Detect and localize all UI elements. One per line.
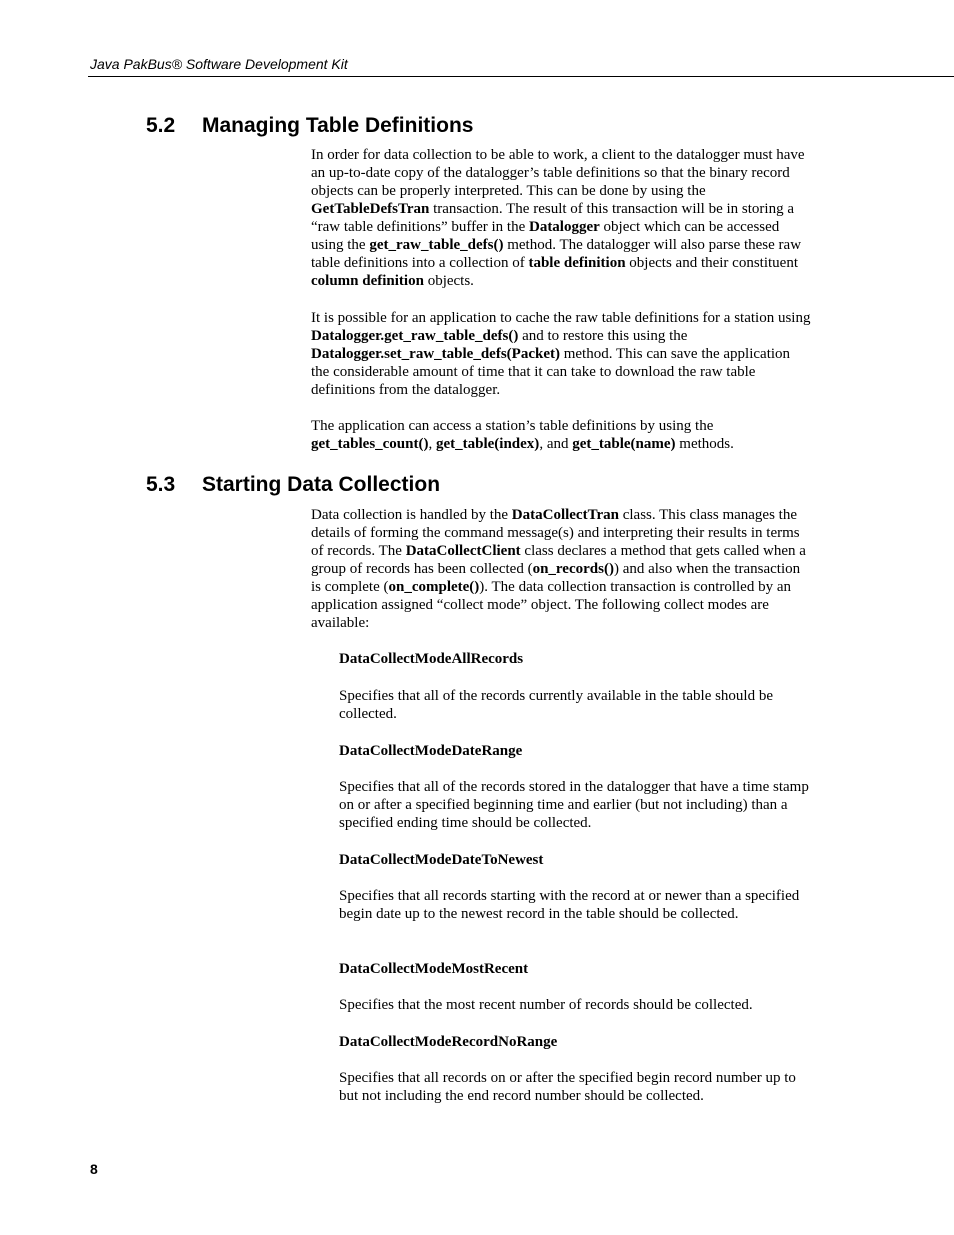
mode-description: Specifies that all records starting with the record at or newer than a specified begin date up to the newest record in the table should be collected. (339, 888, 800, 922)
code-term: on_records() (532, 561, 614, 577)
code-term: column definition (311, 273, 424, 289)
section-heading-5-2 (146, 113, 473, 139)
code-term: table definition (528, 255, 626, 271)
mode-name: DataCollectModeDateRange (339, 743, 523, 759)
section-5-2-body-2 (311, 309, 811, 399)
header-rule (88, 76, 954, 77)
code-term: Datalogger.get_raw_table_defs() (311, 328, 519, 344)
code-term: Datalogger.set_raw_table_defs(Packet) (311, 346, 560, 362)
code-term: get_raw_table_defs() (369, 237, 504, 253)
code-term: GetTableDefsTran (311, 201, 430, 217)
paragraph: Data collection is handled by the DataCollectTran class. This class manages the details of forming the command message(s) and interpreting their results in terms of records. The DataCollectClient class declares a method that gets called when a group of records has been collected (on_records()) and also when the transaction is complete (on_complete()). The data collection transaction is controlled by an application assigned “collect mode” object. The following collect modes are available: (311, 507, 806, 631)
running-header: Java PakBus® Software Development Kit (90, 56, 348, 72)
mode-description: Specifies that all of the records currently available in the table should be collected. (339, 688, 774, 722)
paragraph: It is possible for an application to cache the raw table definitions for a station using Datalogger.get_raw_table_defs() and to restore this using the Datalogger.set_raw_table_defs(Packet) method. This can save the application the considerable amount of time that it can take to download the raw table definitions from the datalogger. (311, 310, 811, 398)
section-5-2-body-3 (311, 417, 811, 453)
section-title: Starting Data Collection (202, 473, 441, 496)
section-heading-5-3 (146, 472, 440, 498)
section-number: 5.2 (146, 114, 176, 137)
mode-description: Specifies that all of the records stored in the datalogger that have a time stamp on or after a specified beginning time and earlier (but not including) than a specified ending time should be collected. (339, 779, 809, 831)
mode-name: DataCollectModeMostRecent (339, 961, 529, 977)
mode-name: DataCollectModeAllRecords (339, 651, 524, 667)
section-5-2-body (311, 146, 811, 290)
code-term: get_table(name) (572, 436, 676, 452)
mode-name: DataCollectModeDateToNewest (339, 852, 544, 868)
section-number: 5.3 (146, 473, 176, 496)
code-term: get_tables_count() (311, 436, 429, 452)
page-number: 8 (90, 1161, 98, 1177)
paragraph: In order for data collection to be able to work, a client to the datalogger must have an up-to-date copy of the datalogger’s table definitions so that the binary record objects can be properly interpreted. This can be done by using the GetTableDefsTran transaction. The result of this transaction will be in storing a “raw table definitions” buffer in the Datalogger object which can be accessed using the get_raw_table_defs() method. The datalogger will also parse these raw table definitions into a collection of table definition objects and their constituent column definition objects. (311, 147, 805, 289)
paragraph: The application can access a station’s table definitions by using the get_tables_count(), get_table(index), and get_table(name) methods. (311, 418, 734, 452)
code-term: get_table(index) (435, 436, 540, 452)
code-term: DataCollectTran (511, 507, 619, 523)
section-title: Managing Table Definitions (202, 114, 474, 137)
code-term: DataCollectClient (405, 543, 521, 559)
code-term: on_complete() (388, 579, 480, 595)
section-5-3-body (311, 506, 811, 632)
code-term: Datalogger (528, 219, 600, 235)
mode-description: Specifies that the most recent number of records should be collected. (339, 997, 753, 1013)
mode-description: Specifies that all records on or after the specified begin record number up to but not including the end record number should be collected. (339, 1070, 796, 1104)
mode-name: DataCollectModeRecordNoRange (339, 1034, 558, 1050)
